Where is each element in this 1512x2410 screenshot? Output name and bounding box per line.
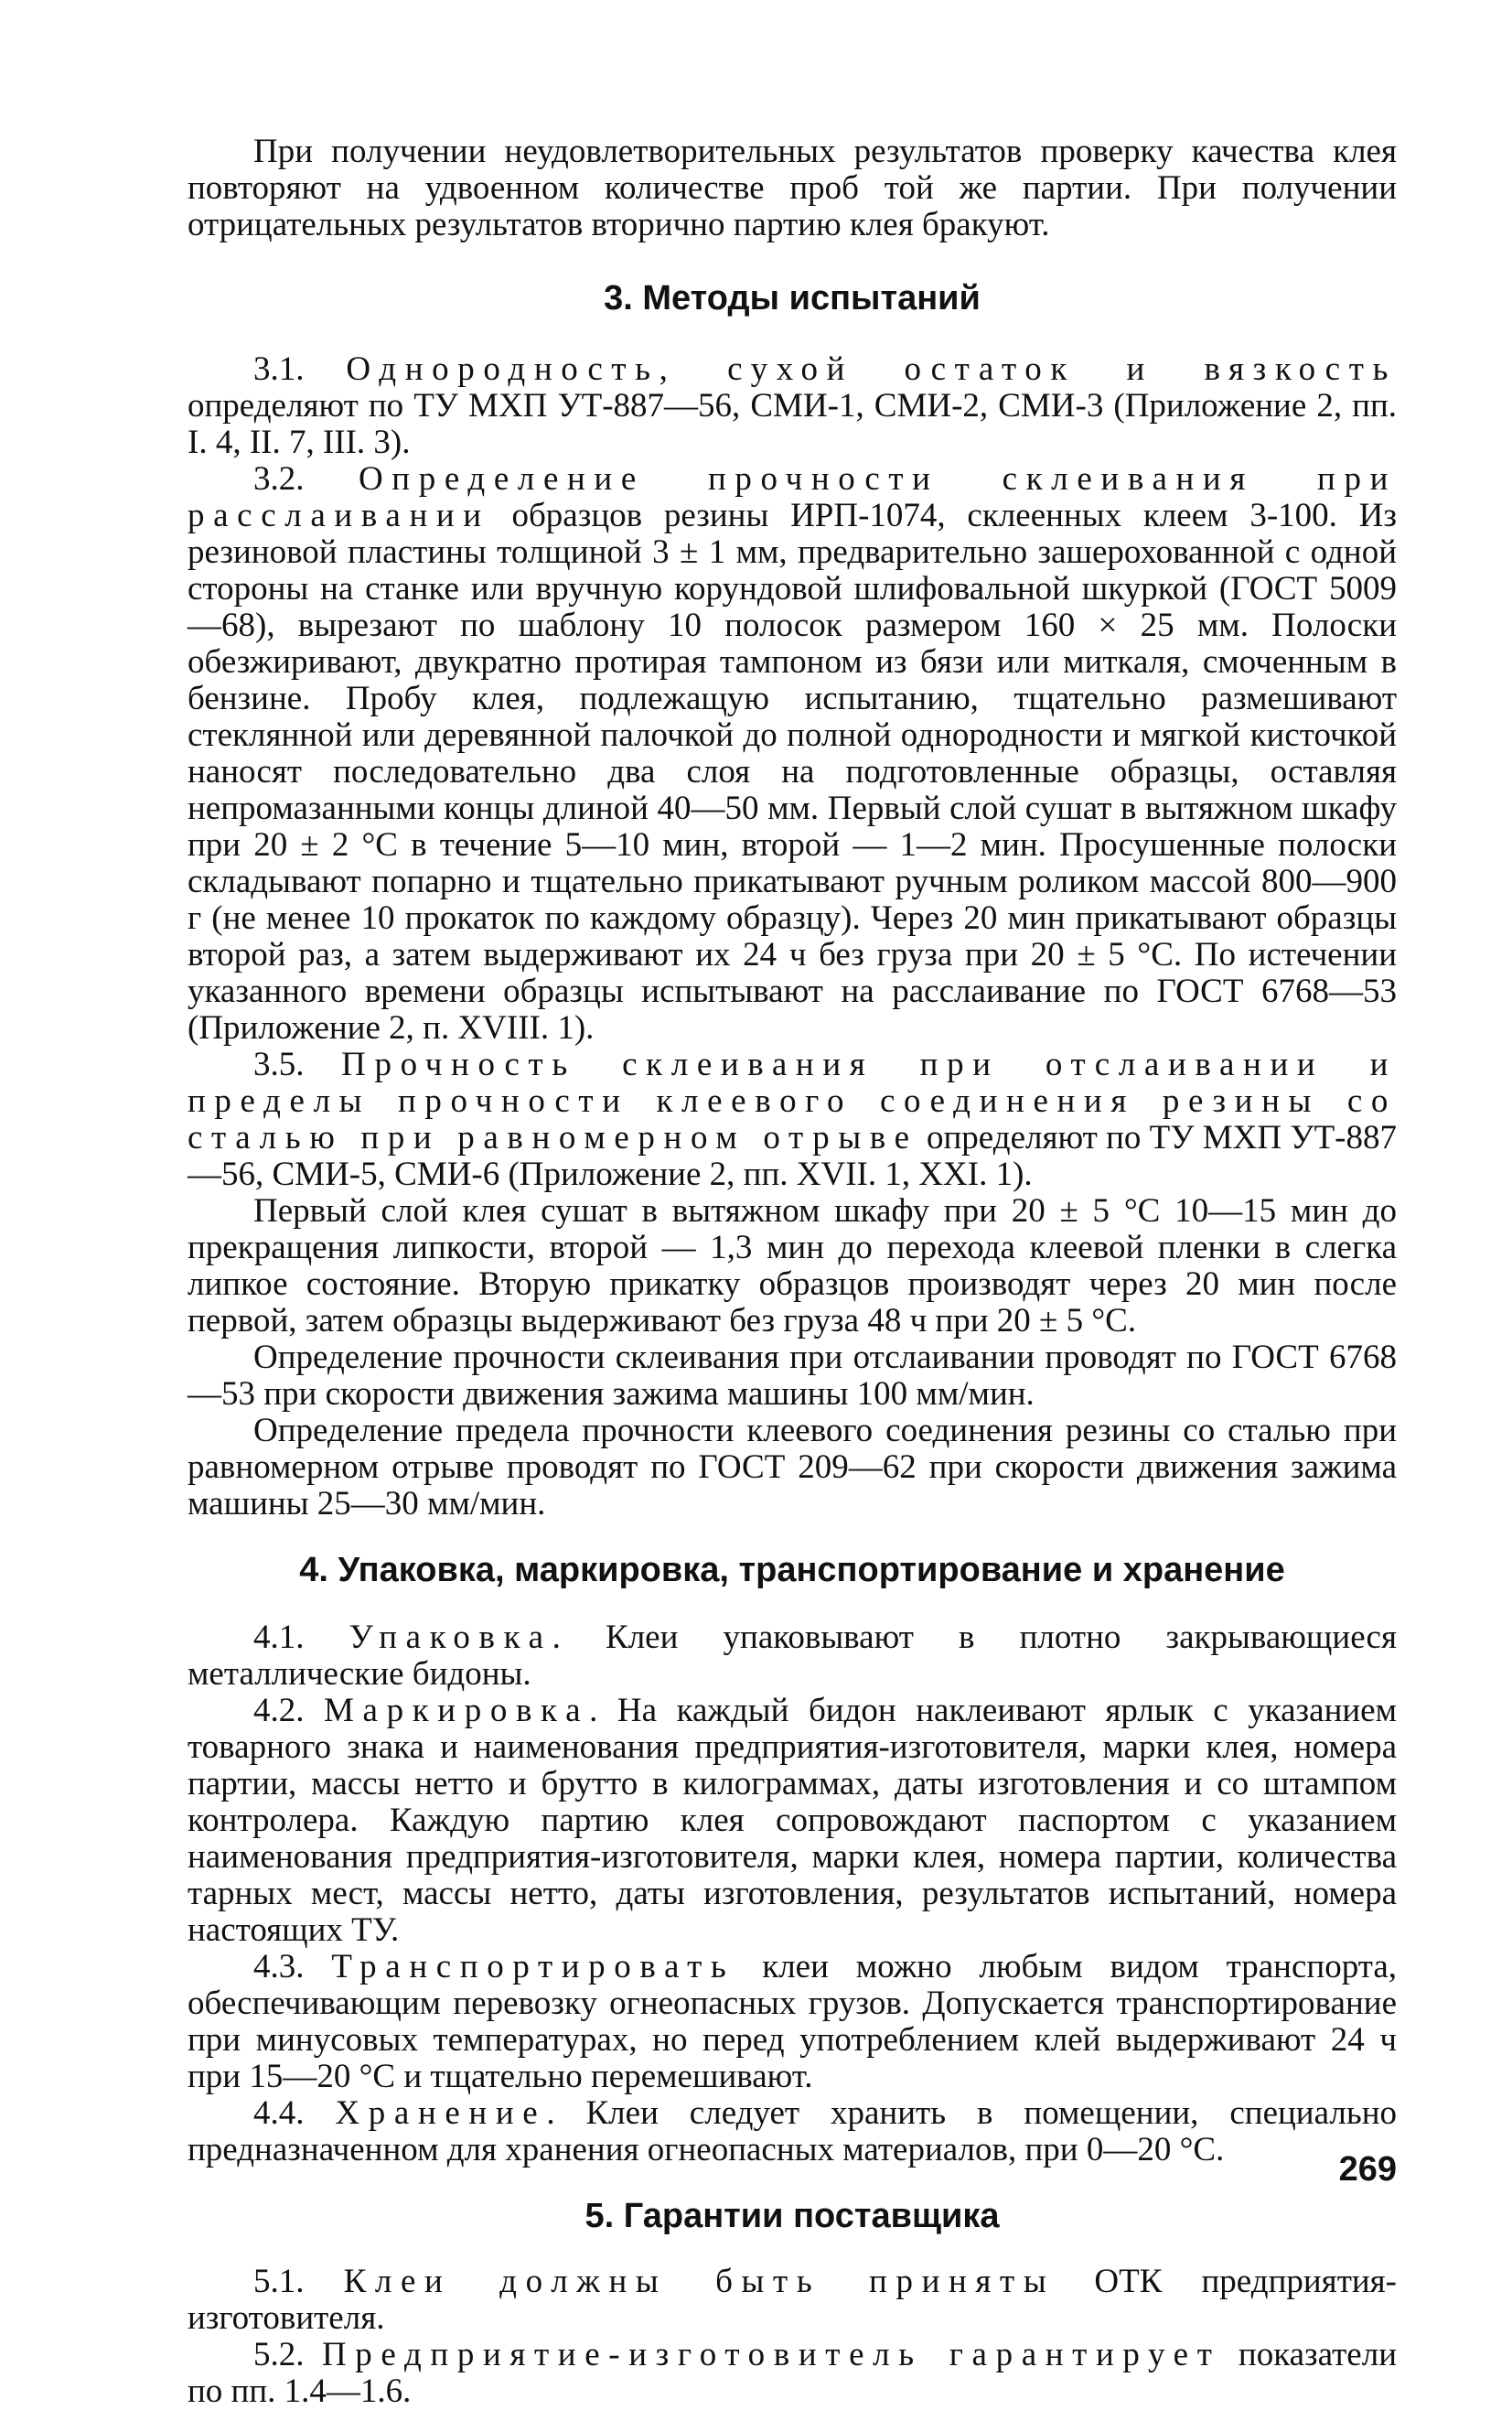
paragraph-3-5-drying: Первый слой клея сушат в вытяжном шкафу при 20 ± 5 °С 10—15 мин до прекращения липкости, второй — 1,3 мин до перехода клеевой пленки в слегка липкое состояние. Вторую прикатку образцов производят через 20 мин после первой, затем образцы выдерживают без груза 48 ч при 20 ± 5 °С. <box>188 1192 1397 1339</box>
clause-text: клеи можно любым видом транспорта, обеспечивающим перевозку огнеопасных грузов. Допускается транспортирование при минусовых температурах, но перед употреблением клей выдерживают 24 ч при 15—20 °С и тщательно перемешивают. <box>188 1948 1397 2095</box>
page-number: 269 <box>1338 2150 1397 2189</box>
clause-number: 4.1. <box>253 1619 349 1656</box>
clause-term: Однородность, сухой остаток и вязкость <box>346 350 1398 388</box>
clause-term: Определение прочности склеивания при расслаивании <box>188 460 1398 534</box>
paragraph-4-4 <box>188 2095 1397 2168</box>
clause-text: показатели по пп. 1.4—1.6. <box>188 2336 1397 2410</box>
paragraph-4-3 <box>188 1949 1397 2095</box>
clause-term: Упаковка <box>349 1619 552 1656</box>
paragraph-5-2 <box>188 2337 1397 2410</box>
paragraph-4-1 <box>188 1619 1397 1693</box>
clause-term: Маркировка <box>324 1692 590 1729</box>
intro-paragraph: При получении неудовлетворительных результатов проверку качества клея повторяют на удвоенном количестве проб той же партии. При получении отрицательных результатов вторично партию клея бракуют. <box>188 133 1397 243</box>
clause-number: 5.1. <box>253 2263 344 2300</box>
clause-number: 5.2. <box>253 2336 322 2373</box>
paragraph-3-5-tensile-test: Определение предела прочности клеевого соединения резины со сталью при равномерном отрыве проводят по ГОСТ 209—62 при скорости движения зажима машины 25—30 мм/мин. <box>188 1412 1397 1522</box>
clause-text: образцов резины ИРП-1074, склеенных клеем 3-100. Из резиновой пластины толщиной 3 ± 1 мм, предварительно зашерохованной с одной стороны на станке или вручную корундовой шлифовальной шкуркой (ГОСТ 5009—68), вырезают по шаблону 10 полосок размером 160 × 25 мм. Полоски обезжиривают, двукратно протирая тампоном из бязи или миткаля, смоченным в бензине. Пробу клея, подлежащую испытанию, тщательно размешивают стеклянной или деревянной палочкой до полной однородности и мягкой кисточкой наносят последовательно два слоя на подготовленные образцы, оставляя непромазанными концы длиной 40—50 мм. Первый слой сушат в вытяжном шкафу при 20 ± 2 °С в течение 5—10 мин, второй — 1—2 мин. Просушенные полоски складывают попарно и тщательно прикатывают ручным роликом массой 800—900 г (не менее 10 прокаток по каждому образцу). Через 20 мин прикатывают образцы второй раз, а затем выдерживают их 24 ч без груза при 20 ± 5 °С. По истечении указанного времени образцы испытывают на расслаивание по ГОСТ 6768—53 (Приложение 2, п. XVIII. 1). <box>188 497 1397 1047</box>
paragraph-3-2 <box>188 461 1397 1047</box>
paragraph-4-2 <box>188 1693 1397 1949</box>
clause-term: Хранение <box>335 2094 547 2132</box>
section-4-heading: 4. Упаковка, маркировка, транспортирование и хранение <box>299 1551 1285 1589</box>
clause-text: . Клеи следует хранить в помещении, специально предназначенном для хранения огнеопасных материалов, при 0—20 °С. <box>188 2094 1397 2168</box>
paragraph-3-1 <box>188 351 1397 461</box>
paragraph-3-5-peel-test: Определение прочности склеивания при отслаивании проводят по ГОСТ 6768—53 при скорости движения зажима машины 100 мм/мин. <box>188 1339 1397 1413</box>
clause-number: 3.2. <box>253 460 359 498</box>
paragraph-3-5 <box>188 1047 1397 1193</box>
clause-number: 3.1. <box>253 350 347 388</box>
clause-number: 3.5. <box>253 1046 342 1083</box>
clause-term: Предприятие-изготовитель гарантирует <box>321 2336 1221 2373</box>
document-page <box>188 134 1397 2410</box>
paragraph-5-1 <box>188 2264 1397 2337</box>
clause-text: определяют по ТУ МХП УТ-887—56, СМИ-1, СМИ-2, СМИ-3 (Приложение 2, пп. I. 4, II. 7, III. 3). <box>188 387 1397 461</box>
clause-text: определяют по ТУ МХП УТ-887—56, СМИ-5, СМИ-6 (Приложение 2, пп. XVII. 1, XXI. 1). <box>188 1119 1397 1193</box>
section-3-heading: 3. Методы испытаний <box>604 279 981 317</box>
clause-text: ОТК предприятия-изготовителя. <box>188 2263 1398 2337</box>
clause-number: 4.4. <box>253 2094 336 2132</box>
clause-term: Клеи должны быть приняты <box>343 2263 1056 2300</box>
clause-term: Транспортировать <box>331 1948 735 1985</box>
clause-number: 4.3. <box>253 1948 332 1985</box>
clause-term: Прочность склеивания при отслаивании и пределы прочности клеевого соединения резины со сталью при равномерном отрыве <box>188 1046 1398 1157</box>
clause-text: . Клеи упаковывают в плотно закрывающиеся металлические бидоны. <box>188 1619 1397 1693</box>
clause-text: . На каждый бидон наклеивают ярлык с указанием товарного знака и наименования предприятия-изготовителя, марки клея, номера партии, массы нетто и брутто в килограммах, даты изготовления и со штампом контролера. Каждую партию клея сопровождают паспортом с указанием наименования предприятия-изготовителя, марки клея, номера партии, количества тарных мест, массы нетто, даты изготовления, результатов испытаний, номера настоящих ТУ. <box>188 1692 1398 1949</box>
section-5-heading: 5. Гарантии поставщика <box>584 2197 1000 2235</box>
clause-number: 4.2. <box>253 1692 325 1729</box>
